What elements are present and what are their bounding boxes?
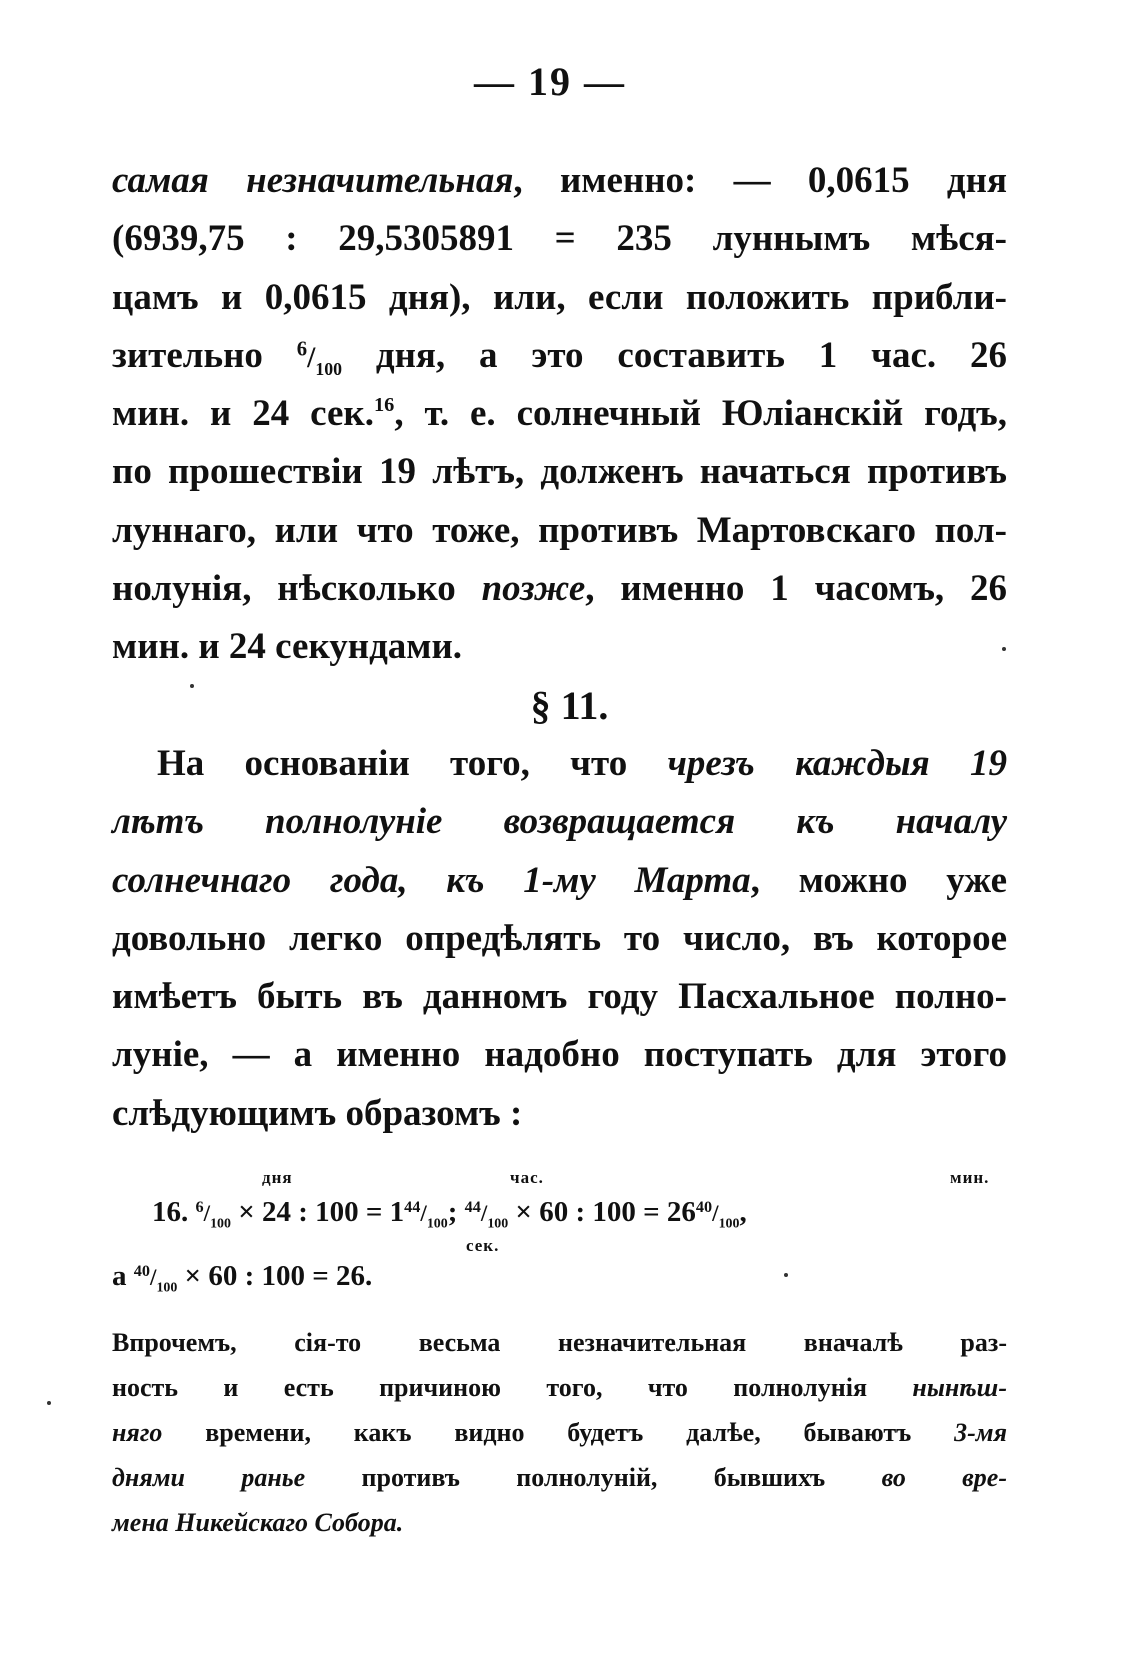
page-number: — 19 —	[474, 59, 626, 104]
text-line: по прошествіи 19 лѣтъ, долженъ начаться противъ	[112, 451, 1007, 493]
fraction-numerator: 6	[195, 1198, 204, 1217]
italic-phrase: во вре-	[881, 1463, 1007, 1492]
text-segment: , т. е. солнечный Юліанскій годъ,	[394, 393, 1007, 435]
footnote-number: 16.	[152, 1196, 189, 1228]
text-line	[112, 1410, 1007, 1455]
text-line	[112, 1455, 1007, 1500]
fraction-numerator: 44	[404, 1198, 421, 1217]
text-line: мена Никейскаго Собора.	[112, 1508, 404, 1537]
fraction: $^6/_{100}$	[296, 338, 343, 379]
text-segment: времени, какъ видно будетъ далѣе, бываютъ	[205, 1418, 912, 1447]
fraction-numerator: 40	[133, 1262, 150, 1281]
text-segment: , можно уже	[750, 859, 1007, 901]
text-line	[112, 327, 1007, 385]
text-segment: противъ полнолуній, бывшихъ	[361, 1463, 826, 1492]
print-speck	[784, 1273, 788, 1277]
calculation-line	[152, 1196, 747, 1232]
text-line: довольно легко опредѣлять то число, въ которое	[112, 917, 1007, 959]
text-line: слѣдующимъ образомъ :	[112, 1092, 523, 1134]
fraction: $^{44}/_{100}$	[404, 1198, 448, 1232]
section-heading: § 11.	[530, 682, 609, 728]
fraction-numerator: 6	[296, 338, 308, 361]
fraction-denominator: 100	[210, 1216, 231, 1232]
italic-phrase: днями раньe	[112, 1463, 306, 1492]
print-speck	[190, 684, 194, 688]
text-line: цамъ и 0,0615 дня), или, если положить прибли-	[112, 276, 1007, 318]
text-segment: нолунія, нѣсколько	[112, 568, 456, 610]
footnote	[112, 1160, 1007, 1545]
text-segment: × 24 : 100 = 1	[238, 1196, 405, 1228]
text-line: лѣтъ полнолуніе возвращается къ началу	[112, 801, 1007, 843]
text-segment: На основаніи того, что	[157, 742, 628, 784]
calculation-line	[112, 1260, 373, 1296]
italic-phrase: чрезъ каждыя 19	[667, 742, 1008, 784]
text-line: мин. и 24 секундами.	[112, 626, 463, 668]
italic-phrase: позже	[481, 568, 586, 610]
text-line	[112, 560, 1007, 618]
text-line	[112, 852, 1007, 910]
italic-phrase: солнечнаго года, къ 1-му Марта	[112, 859, 751, 901]
footnote-text	[112, 1320, 1007, 1545]
italic-phrase: самая незначительная	[112, 160, 514, 201]
text-segment: ;	[447, 1196, 458, 1228]
fraction-denominator: 100	[487, 1216, 509, 1232]
text-segment: ность и есть причиною того, что полнолунія	[112, 1373, 868, 1402]
fraction-denominator: 100	[718, 1216, 740, 1232]
footnote-calculation	[112, 1160, 1007, 1320]
text-line: имѣетъ быть въ данномъ году Пасхальное полно-	[112, 976, 1007, 1018]
fraction: $^6/_{100}$	[195, 1198, 231, 1232]
print-speck	[47, 1401, 51, 1405]
text-line: (6939,75 : 29,5305891 = 235 луннымъ мѣся-	[112, 218, 1007, 260]
text-segment: , именно 1 часомъ, 26	[585, 568, 1007, 610]
text-line	[112, 385, 1007, 443]
fraction: $^{40}/_{100}$	[695, 1198, 740, 1232]
unit-label: дня	[262, 1168, 293, 1187]
italic-phrase: няго	[112, 1418, 163, 1447]
text-segment: × 60 : 100 = 26.	[184, 1260, 373, 1292]
print-speck	[1002, 647, 1006, 651]
text-segment: дня, а это составить 1 час. 26	[375, 334, 1008, 376]
unit-label: мин.	[950, 1168, 990, 1187]
italic-phrase: 3-мя	[954, 1418, 1007, 1447]
text-segment: мин. и 24 сек.	[112, 393, 374, 435]
main-text	[112, 152, 1007, 1143]
fraction-denominator: 100	[156, 1280, 178, 1296]
text-segment: а	[112, 1260, 127, 1292]
text-segment: зительно	[112, 334, 263, 376]
unit-label: сек.	[466, 1236, 500, 1255]
text-segment: ,	[739, 1196, 747, 1228]
fraction-denominator: 100	[426, 1216, 448, 1232]
text-line	[112, 1365, 1007, 1410]
fraction-numerator: 40	[695, 1198, 713, 1217]
fraction-denominator: 100	[315, 358, 343, 379]
text-line: луніе, — а именно надобно поступать для этого	[112, 1034, 1007, 1076]
text-line	[112, 735, 1007, 793]
text-segment: × 60 : 100 = 26	[515, 1196, 696, 1228]
fraction-numerator: 44	[464, 1198, 481, 1217]
text-line: луннаго, или что тоже, противъ Мартовскаго пол-	[112, 509, 1007, 551]
text-segment: , именно: — 0,0615 дня	[513, 160, 1007, 201]
fraction: $^{40}/_{100}$	[133, 1262, 178, 1296]
footnote-marker: 16	[373, 393, 395, 416]
text-line	[112, 152, 1007, 210]
italic-phrase: нынѣш-	[912, 1373, 1007, 1402]
unit-label: час.	[510, 1168, 544, 1187]
text-line: Впрочемъ, сія-то весьма незначительная вначалѣ раз-	[112, 1328, 1007, 1357]
fraction: $^{44}/_{100}$	[464, 1198, 509, 1232]
